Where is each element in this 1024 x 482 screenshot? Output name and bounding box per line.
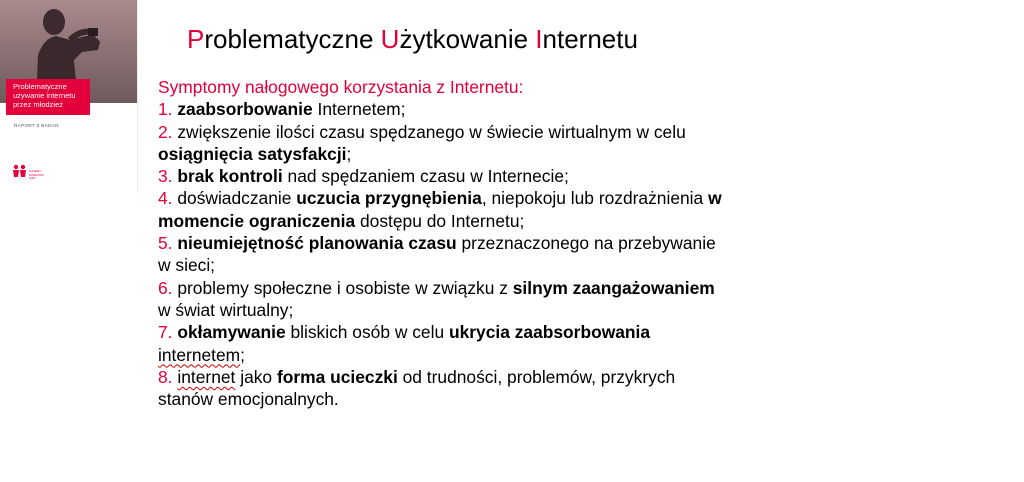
cover-title: Problematyczne używanie internetu przez młodzież	[6, 79, 90, 115]
symptom-text: przeznaczonego na przebywanie w sieci;	[158, 233, 716, 276]
symptom-item	[158, 98, 728, 120]
symptoms-list	[158, 98, 728, 410]
cover-subtitle: RAPORT Z BADAŃ	[14, 124, 59, 129]
symptom-number: 7.	[158, 322, 173, 343]
symptom-item	[158, 366, 728, 411]
title-initial-i: I	[535, 24, 543, 54]
symptom-text: jako	[235, 366, 277, 387]
title-word-1: roblematyczne	[204, 24, 381, 54]
symptom-item	[158, 187, 728, 232]
report-cover-image	[0, 0, 138, 192]
title-word-2: żytkowanie	[399, 24, 536, 54]
symptom-emphasis: zaabsorbowanie	[177, 99, 313, 120]
foundation-logo-icon	[12, 164, 28, 178]
symptom-text: internetem	[158, 344, 241, 365]
symptom-item	[158, 165, 728, 187]
symptom-number: 1.	[158, 99, 173, 120]
symptom-emphasis: silnym zaangażowaniem	[512, 277, 715, 298]
foundation-logo-text: DAJEMY DZIECIOM SIŁĘ	[29, 169, 44, 180]
symptom-text: doświadczanie	[172, 188, 297, 209]
symptom-text: problemy społeczne i osobiste w związku z	[172, 277, 513, 298]
symptom-text: od trudności, problemów, przykrych stanów emocjonalnych.	[158, 366, 676, 410]
symptom-emphasis: nieumiejętność planowania czasu	[177, 233, 457, 254]
symptoms-content	[158, 76, 728, 410]
title-word-3: nternetu	[542, 24, 638, 54]
symptom-text: zwiększenie ilości czasu spędzanego w świecie wirtualnym w celu	[172, 121, 686, 142]
symptom-emphasis: okłamywanie	[177, 322, 286, 343]
symptom-emphasis: uczucia przygnębienia	[296, 188, 482, 209]
symptom-number: 8.	[158, 366, 173, 387]
symptom-emphasis: w momencie ograniczenia	[158, 188, 722, 231]
symptom-number: 5.	[158, 233, 173, 254]
symptom-emphasis: ukrycia zaabsorbowania	[448, 322, 651, 343]
symptom-text: , niepokoju lub rozdrażnienia	[481, 188, 709, 209]
symptom-text: w świat wirtualny;	[158, 299, 294, 320]
symptom-text: ;	[240, 344, 246, 365]
symptom-text: bliskich osób w celu	[285, 322, 449, 343]
title-initial-u: U	[380, 24, 400, 54]
symptom-number: 3.	[158, 166, 173, 187]
symptom-text: ;	[346, 143, 352, 164]
symptom-text: dostępu do Internetu;	[355, 210, 525, 231]
slide-title	[187, 24, 638, 55]
symptom-emphasis: brak kontroli	[177, 166, 283, 187]
symptom-item	[158, 232, 728, 277]
symptom-emphasis: forma ucieczki	[276, 366, 398, 387]
symptom-emphasis: osiągnięcia satysfakcji	[158, 143, 347, 164]
symptom-item	[158, 277, 728, 322]
symptoms-heading: Symptomy nałogowego korzystania z Internetu:	[158, 77, 524, 97]
symptom-number: 2.	[158, 121, 173, 142]
symptom-text: nad spędzaniem czasu w Internecie;	[282, 166, 569, 187]
symptom-number: 4.	[158, 188, 173, 209]
symptom-text: internet	[177, 366, 236, 387]
title-initial-p: P	[187, 24, 205, 54]
symptom-number: 6.	[158, 277, 173, 298]
symptom-item	[158, 321, 728, 366]
symptom-text: Internetem;	[312, 99, 406, 120]
symptom-item	[158, 121, 728, 166]
